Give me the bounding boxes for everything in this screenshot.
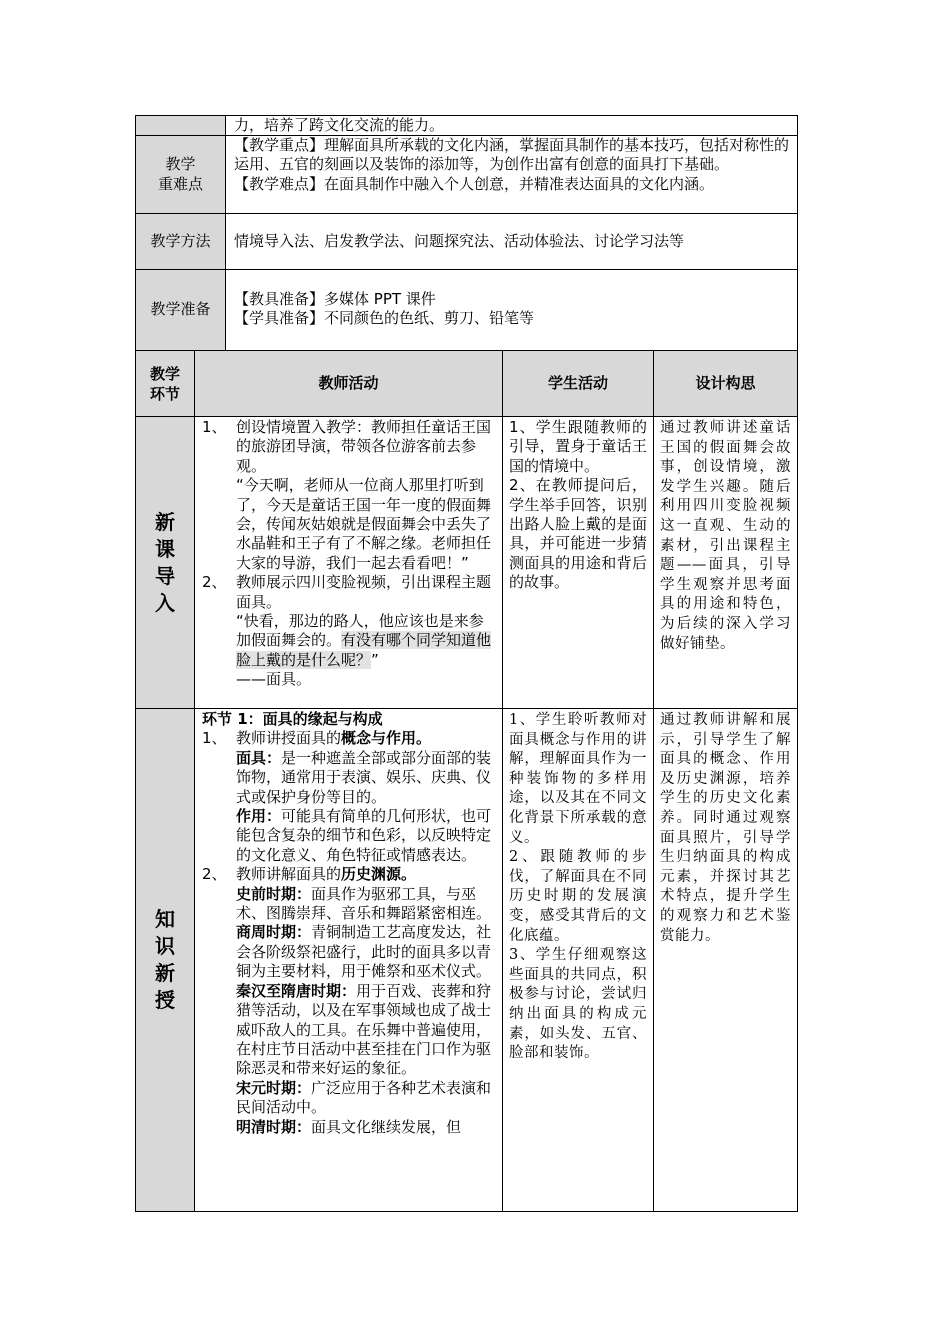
period-1-text: 面具作为驱邪工具，与巫术、图腾崇拜、音乐和舞蹈紧密相连。 <box>236 884 492 923</box>
new-design: 通过教师讲解和展示，引导学生了解面具的概念、作用及历史渊源，培养学生的历史文化素养。同时通过观察面具照片，引导学生归纳面具的构成元素，并探讨其艺术特点，提升学生的观察力和艺术鉴赏能力。 <box>660 712 791 944</box>
new-item-1-bold: 概念与作用。 <box>341 729 432 748</box>
header-teacher: 教师活动 <box>318 373 379 392</box>
rule <box>225 115 226 350</box>
prep-content <box>234 290 792 329</box>
period-2-label: 商周时期： <box>236 923 312 942</box>
rule <box>194 350 195 1212</box>
rule <box>135 416 798 417</box>
key-difficult-label: 教学 重难点 <box>157 155 203 193</box>
intro-answer: ——面具。 <box>236 670 312 689</box>
intro-quote-2c: ” <box>371 650 379 669</box>
method-text: 情境导入法、启发教学法、问题探究法、活动体验法、讨论学习法等 <box>234 232 685 250</box>
rule <box>135 269 798 270</box>
prep-line-2: 【学具准备】不同颜色的色纸、剪刀、铅笔等 <box>234 309 535 328</box>
period-5-text: 面具文化继续发展，但 <box>311 1117 462 1136</box>
new-teacher <box>202 710 496 1210</box>
key-difficult-content <box>234 136 792 194</box>
intro-quote-2b: 有没有哪个同学知道他脸上戴的是什么呢？ <box>236 631 492 669</box>
intro-item-1: 创设情境置入教学：教师担任童话王国的旅游团导演，带领各位游客前去参观。 <box>236 418 492 475</box>
method-label: 教学方法 <box>150 231 211 250</box>
prep-line-1: 【教具准备】多媒体 PPT 课件 <box>234 290 436 308</box>
new-student: 1、学生聆听教师对面具概念与作用的讲解，理解面具作为一种装饰物的多样用途，以及其在不同文化背景下所承载的意义。 2、跟随教师的步伐，了解面具在不同历史时期的发展演变，感受其背后的文化底蕴。 3、学生仔细观察这些面具的共同点，积极参与讨论，尝试归纳出面具的构成元素，如头发、五官、脸部和装饰。 <box>509 712 647 1062</box>
header-stage: 教学 环节 <box>149 364 180 403</box>
period-5-label: 明清时期： <box>236 1117 312 1136</box>
header-design: 设计构思 <box>695 373 756 392</box>
rule <box>797 115 798 1212</box>
section-title: 环节 1：面具的缘起与构成 <box>202 710 383 728</box>
rule <box>135 708 798 709</box>
continuation-text: 力，培养了跨文化交流的能力。 <box>234 116 445 134</box>
period-4-text: 广泛应用于各种艺术表演和民间活动中。 <box>236 1078 492 1117</box>
item-number: 1、 <box>202 729 227 748</box>
period-3-text: 用于百戏、丧葬和狩猎等活动，以及在军事领域也成了战士威吓敌人的工具。在乐舞中普遍使用，在村庄节日活动中甚至挂在门口作为驱除恶灵和带来好运的象征。 <box>236 981 492 1078</box>
item-number: 2、 <box>202 573 227 592</box>
period-3-label: 秦汉至隋唐时期： <box>236 981 357 1000</box>
mask-label: 面具： <box>236 748 282 767</box>
intro-teacher <box>202 418 496 690</box>
rule <box>135 1211 798 1212</box>
new-item-2-bold: 历史渊源。 <box>341 865 417 884</box>
key-text: 理解面具所承载的文化内涵，掌握面具制作的基本技巧，包括对称性的运用、五官的刻画以及装饰的添加等，为创作出富有创意的面具打下基础。 <box>234 136 790 174</box>
header-student: 学生活动 <box>547 373 608 392</box>
stage-new: 知 识 新 授 <box>155 907 175 1012</box>
mask-text: 是一种遮盖全部或部分面部的装饰物，通常用于表演、娱乐、庆典、仪式或保护身份等目的。 <box>236 748 492 806</box>
period-1-label: 史前时期： <box>236 884 312 903</box>
use-label: 作用： <box>236 807 282 826</box>
intro-quote-1: “今天啊，老师从一位商人那里打听到了，今天是童话王国一年一度的假面舞会，传闻灰姑娘就是假面舞会中丢失了水晶鞋和王子有了不解之缘。老师担任大家的导游，我们一起去看看吧！” <box>236 476 492 572</box>
difficult-tag: 【教学难点】 <box>234 174 325 193</box>
intro-item-2: 教师展示四川变脸视频，引出课程主题面具。 <box>236 573 492 611</box>
new-item-2-pre: 教师讲解面具的 <box>236 865 342 884</box>
difficult-text: 在面具制作中融入个人创意，并精准表达面具的文化内涵。 <box>324 174 715 193</box>
rule <box>135 213 798 214</box>
new-item-1-pre: 教师讲授面具的 <box>236 729 342 748</box>
use-text: 可能具有简单的几何形状，也可能包含复杂的细节和色彩，以反映特定的文化意义、角色特征或情感表达。 <box>236 807 492 864</box>
intro-quote-2a: “快看，那边的路人，他应该也是来参加假面舞会的。 <box>236 612 484 650</box>
stage-intro: 新 课 导 入 <box>155 509 175 615</box>
prep-label: 教学准备 <box>150 300 211 319</box>
key-tag: 【教学重点】 <box>234 136 325 154</box>
item-number: 1、 <box>202 418 227 436</box>
intro-design: 通过教师讲述童话王国的假面舞会故事，创设情境，激发学生兴趣。随后利用四川变脸视频这一直观、生动的素材，引出课程主题——面具，引导学生观察并思考面具的用途和特色，为后续的深入学习做好铺垫。 <box>660 420 791 652</box>
period-2-text: 青铜制造工艺高度发达，社会各阶级祭祀盛行，此时的面具多以青铜为主要材料，用于傩祭和巫术仪式。 <box>236 923 492 981</box>
period-4-label: 宋元时期： <box>236 1078 312 1097</box>
rule <box>502 350 503 1212</box>
rule <box>653 350 654 1212</box>
intro-student: 1、学生跟随教师的引导，置身于童话王国的情境中。 2、在教师提问后，学生举手回答，识别出路人脸上戴的是面具，并可能进一步猜测面具的用途和背后的故事。 <box>509 418 647 592</box>
item-number: 2、 <box>202 865 227 884</box>
